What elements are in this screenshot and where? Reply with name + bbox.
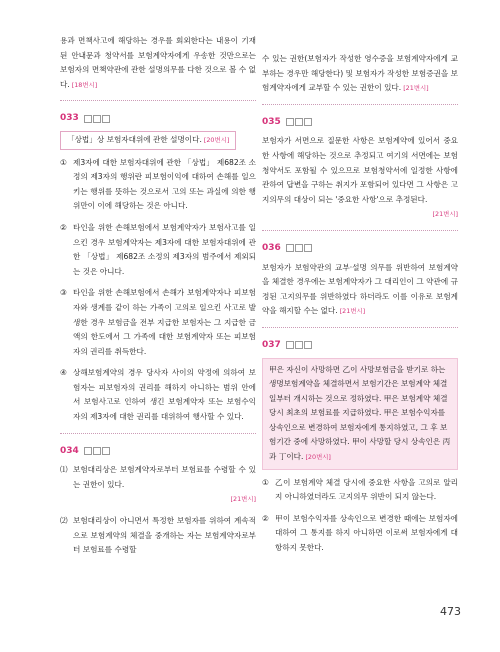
- prompt-text: 「상법」상 보험자대위에 관한 설명이다.: [67, 134, 202, 144]
- checkbox-group[interactable]: [286, 341, 312, 349]
- question-033-prompt-box: [60, 131, 236, 150]
- case-text: 甲은 자신이 사망하면 乙이 사망보험금을 받기로 하는 생명보험계약을 체결하면서 보험기간은 보험계약 체결일부터 개시하는 것으로 정하였다. 甲은 보험계약 체결 당시 최초의 보험료를 지급하였다. 甲은 보험수익자를 상속인으로 변경하여 보험자에게 통지하였고, 그 후 보험기간 중에 사망하였다. 甲이 사망할 당시 상속인은 丙과 丁이다.: [269, 364, 451, 462]
- checkbox[interactable]: [93, 447, 101, 455]
- checkbox[interactable]: [286, 244, 294, 252]
- checkbox[interactable]: [304, 341, 312, 349]
- continued-paragraph: [262, 52, 458, 96]
- item-number: ①: [60, 157, 67, 167]
- item-number: ⑴: [60, 465, 68, 475]
- intro-text: 용과 면책사고에 해당하는 경우를 회외한다는 내용이 기재된 안내문과 청약서를 보험계약자에게 우송한 것만으로는 보험자의 면책약관에 관한 설명의무를 다한 것으로 볼 수 없다.: [60, 36, 256, 89]
- item-text: 보험대리상이 아니면서 특정한 보험자를 위하여 계속적으로 보험계약의 체결을 중개하는 자는 보험계약자로부터 보험료를 수령할: [73, 516, 256, 555]
- item-text: 상해보험계약의 경우 당사자 사이의 약정에 의하여 보험자는 피보험자의 권리를 해하지 아니하는 범위 안에서 보험사고로 인하여 생긴 보험계약자 또는 보험수익자의 제3자에 대한 권리를 대위하여 행사할 수 있다.: [73, 368, 256, 422]
- checkbox-group[interactable]: [84, 115, 110, 123]
- separator: [60, 100, 256, 101]
- checkbox[interactable]: [84, 447, 92, 455]
- intro-paragraph: [60, 34, 256, 92]
- question-037-header: [262, 338, 458, 353]
- item-text: 乙이 보험계약 체결 당시에 중요한 사항을 고의로 알리지 아니하였더라도 고지의무 위반이 되지 않는다.: [275, 477, 458, 502]
- list-item: [60, 221, 256, 279]
- checkbox[interactable]: [295, 118, 303, 126]
- list-item: [60, 156, 256, 214]
- question-034-header: [60, 444, 256, 459]
- checkbox[interactable]: [295, 341, 303, 349]
- checkbox[interactable]: [286, 341, 294, 349]
- item-tag: [21변시]: [230, 495, 256, 504]
- list-item: [262, 476, 458, 505]
- prompt-tag: [20변시]: [203, 135, 230, 144]
- checkbox-group[interactable]: [286, 118, 312, 126]
- question-number: 034: [60, 445, 79, 456]
- question-035-header: [262, 115, 458, 130]
- item-number: ③: [60, 288, 67, 298]
- checkbox[interactable]: [304, 244, 312, 252]
- list-item: [60, 366, 256, 424]
- question-036-text: [262, 261, 458, 319]
- continued-text: 수 있는 권한(보험자가 작성한 영수증을 보험계약자에게 교부하는 경우만 해당한다) 및 보험자가 작성한 보험증권을 보험계약자에게 교부할 수 있는 권한이 있다.: [262, 54, 458, 93]
- continued-tag: [21변시]: [403, 84, 429, 93]
- checkbox[interactable]: [304, 118, 312, 126]
- question-035-text: [262, 134, 458, 222]
- checkbox[interactable]: [295, 244, 303, 252]
- checkbox-group[interactable]: [286, 244, 312, 252]
- question-037-case-box: [262, 358, 458, 470]
- question-number: 036: [262, 242, 281, 253]
- item-text-wrap: [73, 463, 256, 507]
- list-item: [60, 286, 256, 359]
- separator: [262, 327, 458, 328]
- item-number: ①: [262, 477, 269, 487]
- question-number: 035: [262, 116, 281, 127]
- checkbox[interactable]: [93, 115, 101, 123]
- checkbox[interactable]: [286, 118, 294, 126]
- separator: [262, 104, 458, 105]
- item-text: 제3자에 대한 보험자대위에 관한 「상법」 제682조 소정의 제3자의 행위란 피보험이익에 대하여 손해를 일으키는 행위를 뜻하는 것으로서 고의 또는 과실에 의한 행위만이 이에 해당하는 것은 아니다.: [73, 157, 256, 211]
- list-item: [262, 512, 458, 556]
- question-033-header: [60, 111, 256, 126]
- separator: [262, 230, 458, 231]
- checkbox[interactable]: [102, 447, 110, 455]
- checkbox[interactable]: [84, 115, 92, 123]
- item-number: ④: [60, 368, 67, 378]
- case-tag: [20변시]: [305, 453, 331, 462]
- question-033-items: [60, 156, 256, 425]
- q035-tag: [21변시]: [432, 210, 458, 219]
- checkbox[interactable]: [102, 115, 110, 123]
- item-text: 보험대리상은 보험계약자로부터 보험료를 수령할 수 있는 권한이 있다.: [73, 465, 256, 489]
- question-036-header: [262, 241, 458, 256]
- q036-tag: [21변시]: [339, 307, 366, 316]
- q036-text: 보험자가 보험약관의 교부·설명 의무를 위반하여 보험계약을 체결한 경우에는 보험계약자가 그 대리인이 그 약관에 규정된 고지의무를 위반하였다 하더라도 이를 이유로 보험계약을 해지할 수는 없다.: [262, 262, 458, 316]
- right-column: [262, 52, 458, 563]
- list-item: [60, 514, 256, 558]
- item-number: ②: [60, 222, 67, 232]
- intro-tag: [18변시]: [71, 80, 98, 89]
- q035-text: 보험자가 서면으로 질문한 사항은 보험계약에 있어서 중요한 사항에 해당하는 것으로 추정되고 여기의 서면에는 보험청약서도 포함될 수 있으므로 보험청약서에 일정한 사항에 관하여 답변을 구하는 취지가 포함되어 있다면 그 사항은 고지의무의 대상이 되는 '중요한 사항'으로 추정된다.: [262, 136, 458, 204]
- separator: [60, 433, 256, 434]
- item-number: ⑵: [60, 516, 68, 526]
- item-text: 甲이 보험수익자를 상속인으로 변경한 때에는 보험자에 대하여 그 통지를 하지 아니하면 이로써 보험자에게 대항하지 못한다.: [275, 513, 458, 553]
- question-number: 033: [60, 113, 79, 124]
- item-text: 타인을 위한 손해보험에서 손해가 보험계약자나 피보험자와 생계를 같이 하는 가족이 고의로 일으킨 사고로 발생한 경우 보험금을 전부 지급한 보험자는 그 지급한 금액의 한도에서 그 가족에 대한 보험계약자 또는 피보험자의 권리를 취득한다.: [73, 288, 256, 356]
- checkbox-group[interactable]: [84, 447, 110, 455]
- page-number: 473: [440, 605, 461, 618]
- list-item: [60, 463, 256, 507]
- question-034-items: [60, 463, 256, 558]
- item-number: ②: [262, 513, 269, 523]
- left-column: [60, 34, 256, 565]
- question-number: 037: [262, 339, 281, 350]
- question-037-items: [262, 476, 458, 556]
- item-text: 타인을 위한 손해보험에서 보험계약자가 보험사고를 일으킨 경우 보험계약자는 제3자에 대한 보험자대위에 관한 「상법」 제682조 소정의 제3자의 범주에서 제외되는 것은 아니다.: [73, 222, 256, 276]
